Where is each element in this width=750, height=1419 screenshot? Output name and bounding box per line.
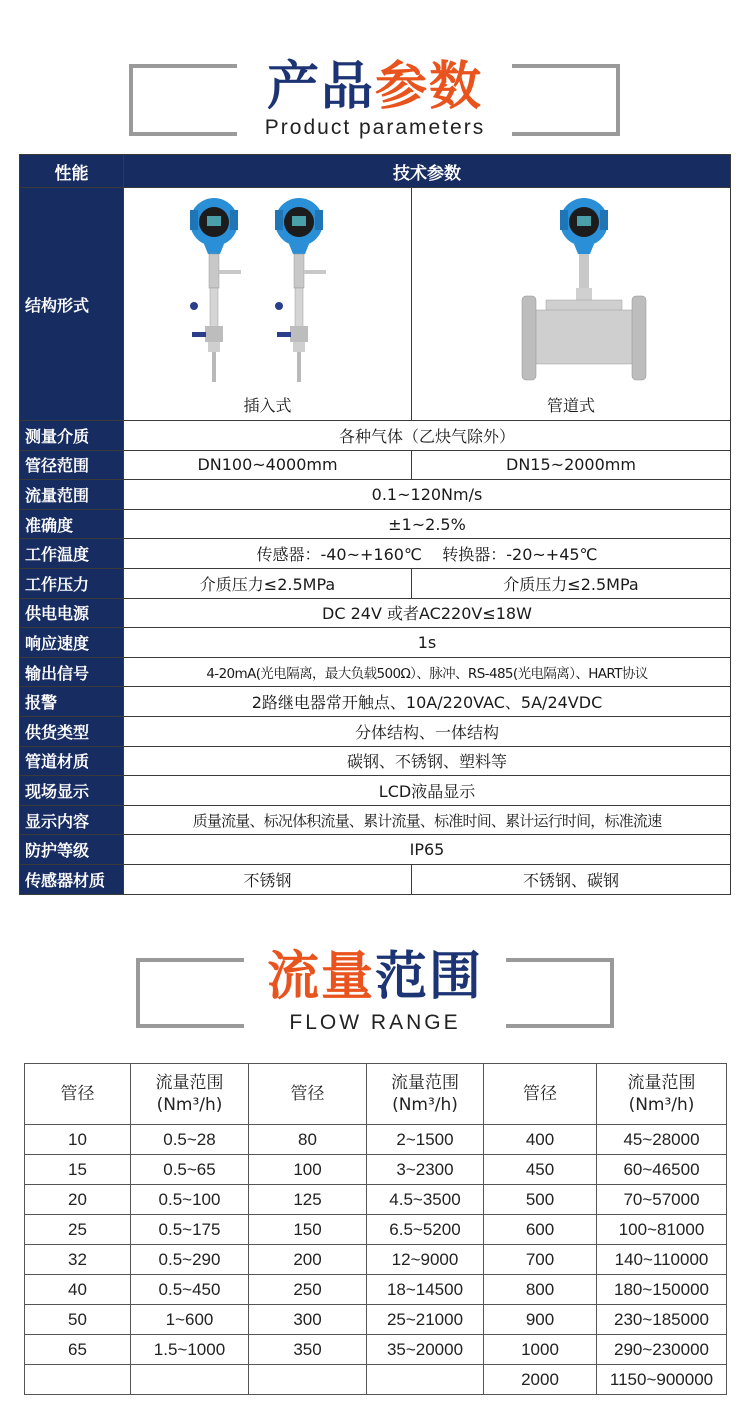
pipe-size-cell: 600 bbox=[484, 1215, 597, 1245]
param-row bbox=[20, 805, 731, 835]
flow-range-cell: 1150~900000 bbox=[597, 1365, 727, 1395]
table-row bbox=[25, 1305, 727, 1335]
pipe-size-cell: 40 bbox=[25, 1275, 131, 1305]
pipe-size-cell: 500 bbox=[484, 1185, 597, 1215]
param-label: 测量介质 bbox=[20, 421, 124, 451]
pipe-size-cell: 20 bbox=[25, 1185, 131, 1215]
flow-range-cell: 0.5~450 bbox=[131, 1275, 249, 1305]
flow-range-cell: 0.5~28 bbox=[131, 1125, 249, 1155]
pipe-size-cell: 400 bbox=[484, 1125, 597, 1155]
param-row bbox=[20, 509, 731, 539]
param-value: 碳钢、不锈钢、塑料等 bbox=[124, 746, 731, 776]
param-row bbox=[20, 746, 731, 776]
flow-range-cell: 100~81000 bbox=[597, 1215, 727, 1245]
pipe-size-cell: 200 bbox=[249, 1245, 367, 1275]
param-value: IP65 bbox=[124, 835, 731, 865]
pipe-size-cell: 32 bbox=[25, 1245, 131, 1275]
table-row bbox=[25, 1275, 727, 1305]
pipe-size-cell: 80 bbox=[249, 1125, 367, 1155]
param-label: 供电电源 bbox=[20, 598, 124, 628]
flow-range-cell: 35~20000 bbox=[367, 1335, 484, 1365]
param-value: 4-20mA(光电隔离，最大负载500Ω）、脉冲、RS-485(光电隔离）、HART协议 bbox=[124, 657, 731, 687]
col-range-line2: (Nm³/h) bbox=[628, 1095, 695, 1115]
table-row bbox=[25, 1365, 727, 1395]
pipe-size-cell: 900 bbox=[484, 1305, 597, 1335]
pipe-size-cell: 100 bbox=[249, 1155, 367, 1185]
param-row bbox=[20, 480, 731, 510]
parameter-table bbox=[19, 154, 731, 895]
param-value-left: 不锈钢 bbox=[124, 864, 412, 894]
param-value: LCD液晶显示 bbox=[124, 776, 731, 806]
param-label: 显示内容 bbox=[20, 805, 124, 835]
insertion-type-caption: 插入式 bbox=[243, 396, 292, 415]
col-range-line1: 流量范围 bbox=[627, 1073, 696, 1093]
param-label: 传感器材质 bbox=[20, 864, 124, 894]
param-row bbox=[20, 598, 731, 628]
param-value: 传感器：-40~+160℃ 转换器：-20~+45℃ bbox=[124, 539, 731, 569]
parameter-table-header bbox=[20, 155, 731, 188]
param-row bbox=[20, 687, 731, 717]
param-row bbox=[20, 657, 731, 687]
param-label: 输出信号 bbox=[20, 657, 124, 687]
title-part-1: 流量 bbox=[266, 947, 375, 1007]
col-range-line2: (Nm³/h) bbox=[156, 1095, 223, 1115]
flow-range-cell: 25~21000 bbox=[367, 1305, 484, 1335]
param-value-left: DN100~4000mm bbox=[124, 450, 412, 480]
pipe-size-cell: 65 bbox=[25, 1335, 131, 1365]
col-range-header bbox=[367, 1064, 484, 1125]
col-size-header: 管径 bbox=[249, 1064, 367, 1125]
param-row bbox=[20, 864, 731, 894]
section-title bbox=[0, 934, 750, 1009]
flow-range-table bbox=[24, 1063, 727, 1395]
param-row bbox=[20, 835, 731, 865]
title-part-1: 产品 bbox=[266, 57, 375, 117]
param-value-left: 介质压力≤2.5MPa bbox=[124, 568, 412, 598]
pipe-size-cell: 250 bbox=[249, 1275, 367, 1305]
insertion-meter-image bbox=[124, 188, 412, 393]
table-row bbox=[25, 1155, 727, 1185]
param-value-right: 介质压力≤2.5MPa bbox=[412, 568, 731, 598]
table-row bbox=[25, 1125, 727, 1155]
flow-range-cell bbox=[367, 1365, 484, 1395]
header-label: 性能 bbox=[20, 155, 124, 188]
pipeline-type-caption: 管道式 bbox=[546, 396, 595, 415]
flow-range-cell: 3~2300 bbox=[367, 1155, 484, 1185]
flow-range-cell: 2~1500 bbox=[367, 1125, 484, 1155]
flow-range-cell: 60~46500 bbox=[597, 1155, 727, 1185]
param-label: 准确度 bbox=[20, 509, 124, 539]
flow-range-cell: 0.5~100 bbox=[131, 1185, 249, 1215]
pipeline-type-cell bbox=[412, 188, 731, 421]
col-size-header: 管径 bbox=[484, 1064, 597, 1125]
flow-range-cell bbox=[131, 1365, 249, 1395]
param-label: 响应速度 bbox=[20, 628, 124, 658]
param-label: 流量范围 bbox=[20, 480, 124, 510]
param-value: DC 24V 或者AC220V≤18W bbox=[124, 598, 731, 628]
flow-range-cell: 0.5~65 bbox=[131, 1155, 249, 1185]
flow-range-cell: 70~57000 bbox=[597, 1185, 727, 1215]
table-row bbox=[25, 1215, 727, 1245]
param-value: 0.1~120Nm/s bbox=[124, 480, 731, 510]
param-label: 现场显示 bbox=[20, 776, 124, 806]
title-part-2: 范围 bbox=[375, 947, 484, 1007]
pipe-size-cell bbox=[249, 1365, 367, 1395]
pipe-size-cell: 2000 bbox=[484, 1365, 597, 1395]
flow-range-cell: 290~230000 bbox=[597, 1335, 727, 1365]
col-size-header: 管径 bbox=[25, 1064, 131, 1125]
param-value: 质量流量、标况体积流量、累计流量、标准时间、累计运行时间，标准流速 bbox=[124, 805, 731, 835]
flow-range-cell: 230~185000 bbox=[597, 1305, 727, 1335]
param-row bbox=[20, 776, 731, 806]
flow-range-cell: 45~28000 bbox=[597, 1125, 727, 1155]
table-row bbox=[25, 1185, 727, 1215]
param-label: 工作压力 bbox=[20, 568, 124, 598]
col-range-line1: 流量范围 bbox=[155, 1073, 224, 1093]
flow-range-cell: 1.5~1000 bbox=[131, 1335, 249, 1365]
col-range-line2: (Nm³/h) bbox=[392, 1095, 458, 1115]
section-subtitle: FLOW RANGE bbox=[289, 1011, 461, 1034]
param-value-right: 不锈钢、碳钢 bbox=[412, 864, 731, 894]
header-value: 技术参数 bbox=[124, 155, 731, 188]
flow-table-body bbox=[25, 1125, 727, 1395]
flow-range-cell: 18~14500 bbox=[367, 1275, 484, 1305]
table-row bbox=[25, 1245, 727, 1275]
flow-range-cell: 6.5~5200 bbox=[367, 1215, 484, 1245]
pipe-size-cell: 50 bbox=[25, 1305, 131, 1335]
col-range-header bbox=[131, 1064, 249, 1125]
param-value-right: DN15~2000mm bbox=[412, 450, 731, 480]
flow-range-cell: 0.5~290 bbox=[131, 1245, 249, 1275]
structure-label: 结构形式 bbox=[20, 188, 124, 421]
param-row bbox=[20, 716, 731, 746]
param-label: 管径范围 bbox=[20, 450, 124, 480]
page-subtitle: Product parameters bbox=[264, 116, 486, 139]
title-part-2: 参数 bbox=[375, 57, 484, 117]
param-label: 供货类型 bbox=[20, 716, 124, 746]
col-range-header bbox=[597, 1064, 727, 1125]
param-row bbox=[20, 421, 731, 451]
flow-table-header bbox=[25, 1064, 727, 1125]
param-value: 分体结构、一体结构 bbox=[124, 716, 731, 746]
pipe-size-cell: 10 bbox=[25, 1125, 131, 1155]
flow-range-cell: 180~150000 bbox=[597, 1275, 727, 1305]
pipe-size-cell: 300 bbox=[249, 1305, 367, 1335]
param-row bbox=[20, 539, 731, 569]
pipe-size-cell: 125 bbox=[249, 1185, 367, 1215]
insertion-type-cell bbox=[124, 188, 412, 421]
param-row bbox=[20, 568, 731, 598]
page-title bbox=[0, 44, 750, 119]
param-row bbox=[20, 628, 731, 658]
pipe-size-cell: 25 bbox=[25, 1215, 131, 1245]
pipe-size-cell: 1000 bbox=[484, 1335, 597, 1365]
param-value: 1s bbox=[124, 628, 731, 658]
pipe-size-cell: 700 bbox=[484, 1245, 597, 1275]
param-label: 报警 bbox=[20, 687, 124, 717]
pipe-size-cell bbox=[25, 1365, 131, 1395]
param-label: 管道材质 bbox=[20, 746, 124, 776]
col-range-line1: 流量范围 bbox=[391, 1073, 459, 1093]
flow-range-cell: 0.5~175 bbox=[131, 1215, 249, 1245]
param-value: 2路继电器常开触点、10A/220VAC、5A/24VDC bbox=[124, 687, 731, 717]
param-label: 工作温度 bbox=[20, 539, 124, 569]
param-row bbox=[20, 450, 731, 480]
table-row bbox=[25, 1335, 727, 1365]
pipe-size-cell: 350 bbox=[249, 1335, 367, 1365]
flow-range-cell: 12~9000 bbox=[367, 1245, 484, 1275]
flow-range-cell: 4.5~3500 bbox=[367, 1185, 484, 1215]
pipe-size-cell: 15 bbox=[25, 1155, 131, 1185]
pipe-size-cell: 150 bbox=[249, 1215, 367, 1245]
pipe-size-cell: 800 bbox=[484, 1275, 597, 1305]
param-label: 防护等级 bbox=[20, 835, 124, 865]
param-value: ±1~2.5% bbox=[124, 509, 731, 539]
pipe-size-cell: 450 bbox=[484, 1155, 597, 1185]
structure-row bbox=[20, 188, 731, 421]
param-value: 各种气体（乙炔气除外） bbox=[124, 421, 731, 451]
pipeline-meter-image bbox=[412, 188, 731, 393]
flow-range-cell: 140~110000 bbox=[597, 1245, 727, 1275]
flow-range-cell: 1~600 bbox=[131, 1305, 249, 1335]
